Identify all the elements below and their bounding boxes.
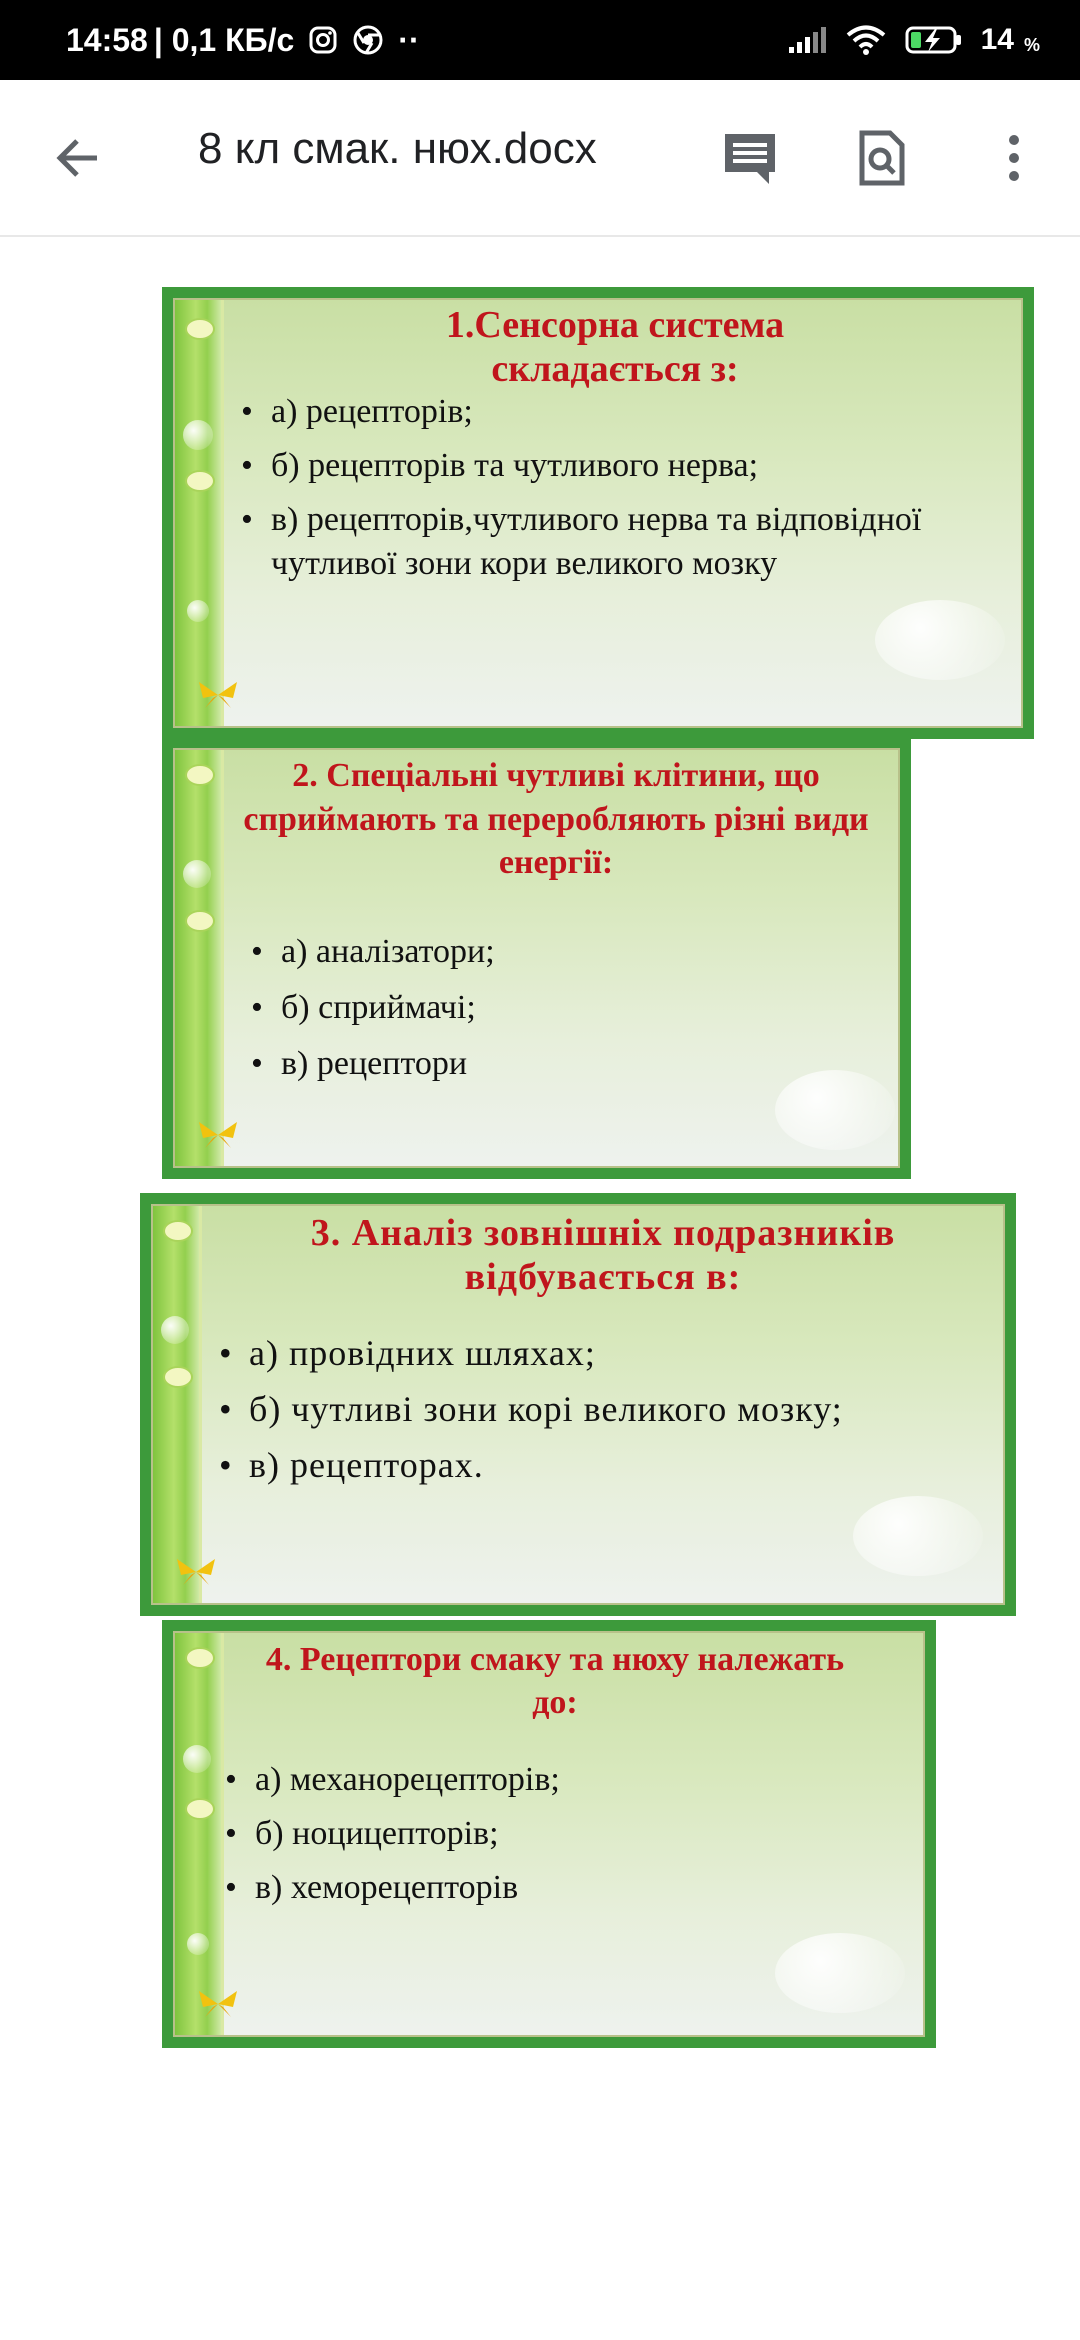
answer-option: • а) рецепторів; xyxy=(241,390,981,434)
question-title: 3. Аналіз зовнішніх подразників відбувається в: xyxy=(310,1212,896,1298)
flower-icon xyxy=(163,1366,193,1388)
bubble-icon xyxy=(853,1496,983,1576)
question-slide-3 xyxy=(140,1193,1016,1616)
answer-list xyxy=(219,1330,1005,1488)
decorative-strip xyxy=(153,1206,199,1603)
answer-option: • в) рецепторах. xyxy=(219,1442,1005,1488)
decorative-strip xyxy=(175,300,221,726)
bubble-icon xyxy=(183,1745,211,1773)
decorative-strip xyxy=(175,1633,221,2035)
butterfly-icon xyxy=(195,678,241,712)
flower-icon xyxy=(185,1647,215,1669)
answer-option: • а) провідних шляхах; xyxy=(219,1330,1005,1376)
answer-option: • б) чутливі зони корі великого мозку; xyxy=(219,1386,1005,1432)
question-title: 2. Спеціальні чутливі клітини, що сприймають та переробляють різні види енергії: xyxy=(243,757,869,882)
flower-icon xyxy=(185,318,215,340)
flower-icon xyxy=(185,764,215,786)
answer-option: • в) рецептори xyxy=(251,1042,851,1086)
battery-charging-icon xyxy=(905,25,963,55)
chrome-icon xyxy=(352,24,384,56)
flower-icon xyxy=(185,470,215,492)
bubble-icon xyxy=(875,600,1005,680)
bubble-icon xyxy=(183,420,213,450)
answer-option: • б) рецепторів та чутливого нерва; xyxy=(241,444,981,488)
find-in-page-button[interactable] xyxy=(844,120,920,196)
question-slide-2 xyxy=(162,737,911,1179)
answer-list xyxy=(241,390,981,585)
document-title: 8 кл смак. нюх.docx xyxy=(198,124,597,173)
flower-icon xyxy=(185,1798,215,1820)
answer-option: • в) рецепторів,чутливого нерва та відповідної чутливої зони кори великого мозку xyxy=(241,498,981,585)
wifi-icon xyxy=(845,24,887,56)
answer-option: • а) аналізатори; xyxy=(251,930,851,974)
answer-option: • в) хеморецепторів xyxy=(225,1866,905,1910)
butterfly-icon xyxy=(195,1118,241,1152)
comment-icon xyxy=(721,130,779,186)
butterfly-icon xyxy=(195,1987,241,2021)
bubble-icon xyxy=(183,860,211,888)
flower-icon xyxy=(185,910,215,932)
bubble-icon xyxy=(775,1933,905,2013)
answer-list xyxy=(251,930,851,1087)
decorative-strip xyxy=(175,750,221,1166)
more-options-button[interactable] xyxy=(976,120,1052,196)
status-time: 14:58 xyxy=(66,21,148,58)
question-title: 4. Рецептори смаку та нюху належать до: xyxy=(265,1641,845,1721)
bubble-icon xyxy=(161,1316,189,1344)
signal-icon xyxy=(787,25,827,55)
bubble-icon xyxy=(187,600,209,622)
question-title: 1.Сенсорна система складається з: xyxy=(445,304,785,390)
more-vert-icon xyxy=(1004,130,1024,186)
butterfly-icon xyxy=(173,1555,219,1589)
instagram-icon xyxy=(308,25,338,55)
answer-list xyxy=(225,1758,905,1911)
answer-option: • б) ноцицепторів; xyxy=(225,1812,905,1856)
app-bar xyxy=(0,80,1080,237)
status-bar xyxy=(0,0,1080,80)
bubble-icon xyxy=(187,1933,209,1955)
status-more: ·· xyxy=(398,21,420,58)
back-button[interactable] xyxy=(40,120,116,196)
answer-option: • б) сприймачі; xyxy=(251,986,851,1030)
battery-level: 14 xyxy=(980,23,1014,56)
answer-option: • а) механорецепторів; xyxy=(225,1758,905,1802)
comments-button[interactable] xyxy=(712,120,788,196)
battery-unit: % xyxy=(1023,34,1040,55)
back-arrow-icon xyxy=(53,133,103,183)
status-network-speed: | 0,1 КБ/с xyxy=(153,21,295,58)
find-in-page-icon xyxy=(858,129,906,187)
question-slide-4 xyxy=(162,1620,936,2048)
flower-icon xyxy=(163,1220,193,1242)
question-slide-1 xyxy=(162,287,1034,739)
